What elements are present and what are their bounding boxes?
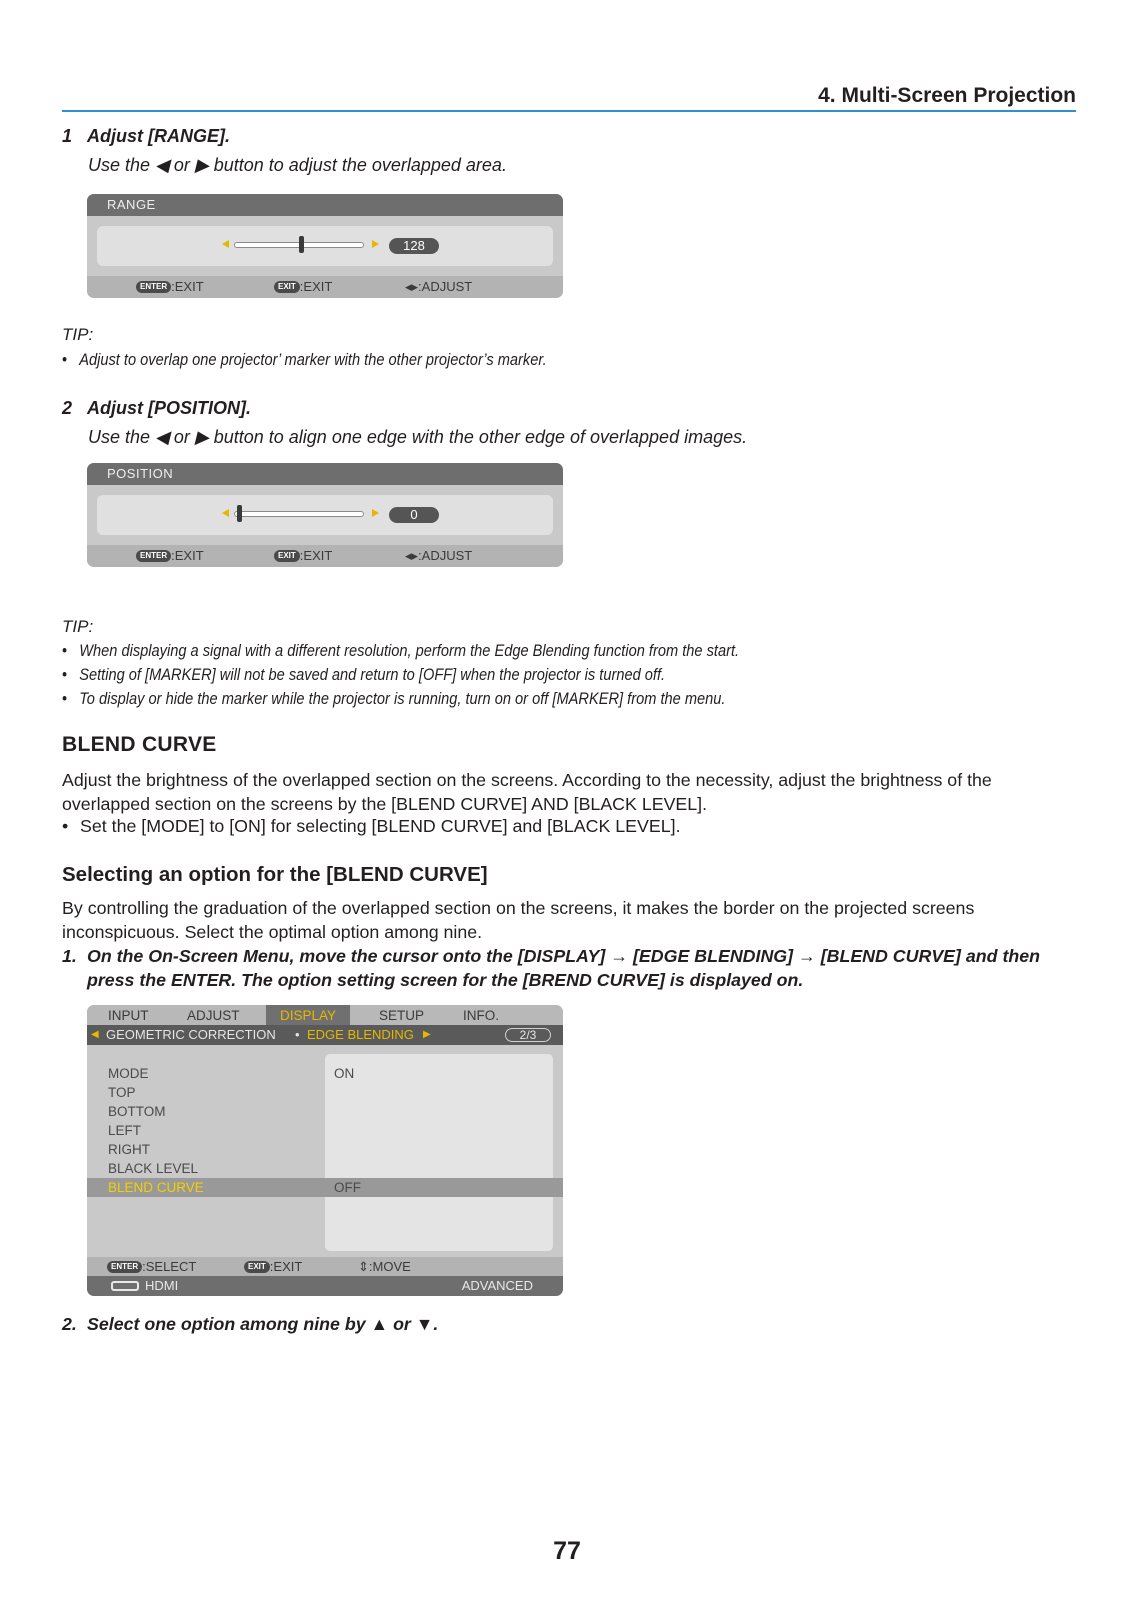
step-text: On the On-Screen Menu, move the cursor onto the [DISPLAY] → [EDGE BLENDING] → [BLEND CURVE] and then press the ENTER. The option setting screen for the [BREND CURVE] is displayed on. <box>87 946 1040 990</box>
move-hint: ⇕:MOVE <box>358 1259 411 1274</box>
selecting-heading: Selecting an option for the [BLEND CURVE] <box>62 863 488 886</box>
menu-row-left[interactable]: LEFT <box>108 1123 142 1138</box>
menu-mode: ADVANCED <box>461 1278 533 1293</box>
selecting-step-1 <box>62 944 1076 992</box>
section-title: 4. Multi-Screen Projection <box>818 84 1076 107</box>
exit-key-icon: EXIT <box>244 1261 270 1273</box>
right-arrow-icon <box>372 240 379 248</box>
menu-status-bar <box>87 1276 563 1296</box>
tip-label: TIP: <box>62 617 94 636</box>
selecting-paragraph: By controlling the graduation of the overlapped section on the screens, it makes the border on the projected screens inconspicuous. Select the optimal option among nine. <box>62 898 975 942</box>
page-number: 77 <box>553 1537 581 1565</box>
menu-breadcrumb <box>87 1025 563 1045</box>
menu-row-black-level[interactable]: BLACK LEVEL <box>108 1161 199 1176</box>
step-number: 1 <box>62 126 73 146</box>
tab-adjust[interactable]: ADJUST <box>187 1008 240 1023</box>
right-arrow-icon <box>372 509 379 517</box>
input-source: HDMI <box>145 1278 179 1293</box>
enter-key-icon: ENTER <box>107 1261 142 1273</box>
enter-key-icon: ENTER <box>136 550 171 562</box>
menu-row-top[interactable]: TOP <box>108 1085 136 1100</box>
menu-tabs <box>87 1005 563 1025</box>
osd-title: POSITION <box>87 463 563 485</box>
adjust-hint: ◂▸:ADJUST <box>405 279 473 294</box>
position-value: 0 <box>389 507 439 523</box>
range-value: 128 <box>389 238 439 254</box>
enter-hint: ENTER :EXIT <box>136 545 204 567</box>
menu-footer <box>87 1257 563 1276</box>
tip-item: • Adjust to overlap one projector’ marker with the other projector’s marker. <box>62 350 547 369</box>
menu-row-right[interactable]: RIGHT <box>108 1142 150 1157</box>
position-osd <box>87 463 563 567</box>
menu-row-mode[interactable]: MODE ON <box>108 1066 355 1081</box>
step-number: 2 <box>62 398 73 418</box>
left-arrow-icon <box>222 240 229 248</box>
hdmi-icon <box>111 1281 139 1291</box>
tip-item: • To display or hide the marker while the projector is running, turn on or off [MARKER] from the menu. <box>62 689 726 708</box>
tab-display[interactable]: DISPLAY <box>266 1005 350 1025</box>
osd-title: RANGE <box>87 194 563 216</box>
position-slider-area <box>97 495 553 535</box>
range-slider-area <box>97 226 553 266</box>
step-number: 2. <box>62 1314 77 1334</box>
tip-label: TIP: <box>62 325 94 344</box>
exit-hint: EXIT :EXIT <box>274 545 332 567</box>
adjust-hint: ◂▸:ADJUST <box>405 548 473 563</box>
right-arrow-icon: ▶ <box>423 1029 431 1040</box>
step-2-instruction: Use the ◀ or ▶ button to align one edge with the other edge of overlapped images. <box>88 427 748 447</box>
range-osd <box>87 194 563 298</box>
blend-curve-heading: BLEND CURVE <box>62 733 217 756</box>
breadcrumb-current[interactable]: EDGE BLENDING <box>307 1027 414 1042</box>
position-slider-thumb[interactable] <box>237 505 242 522</box>
exit-key-icon: EXIT <box>274 550 300 562</box>
left-arrow-icon: ◀ <box>91 1029 99 1040</box>
menu-row-blend-curve[interactable]: BLEND CURVE OFF <box>87 1178 563 1197</box>
step-text: Select one option among nine by ▲ or ▼. <box>87 1314 439 1334</box>
range-slider-thumb[interactable] <box>299 236 304 253</box>
selecting-step-2 <box>62 1312 1076 1336</box>
exit-key-icon: EXIT <box>274 281 300 293</box>
step-number: 1. <box>62 946 77 966</box>
page-indicator: 2/3 <box>505 1028 551 1042</box>
tip-item: • Setting of [MARKER] will not be saved and return to [OFF] when the projector is turned off. <box>62 665 666 684</box>
breadcrumb-parent[interactable]: GEOMETRIC CORRECTION <box>106 1027 276 1042</box>
blend-curve-bullet: • Set the [MODE] to [ON] for selecting [BLEND CURVE] and [BLACK LEVEL]. <box>62 816 681 836</box>
tab-info[interactable]: INFO. <box>463 1008 499 1023</box>
tab-input[interactable]: INPUT <box>108 1008 149 1023</box>
blend-curve-paragraph: Adjust the brightness of the overlapped section on the screens. According to the necessity, adjust the brightness of the overlapped section on the screens by the [BLEND CURVE] AND [BLACK LEVEL]. <box>62 770 992 814</box>
step-1-instruction: Use the ◀ or ▶ button to adjust the overlapped area. <box>88 155 507 175</box>
osd-footer <box>87 276 563 298</box>
osd-footer <box>87 545 563 567</box>
position-slider-track[interactable] <box>234 511 364 517</box>
tab-setup[interactable]: SETUP <box>379 1008 425 1023</box>
step-title: Adjust [POSITION]. <box>87 398 251 418</box>
select-hint: ENTER :SELECT <box>107 1257 196 1276</box>
page-header <box>62 82 1076 112</box>
menu-row-bottom[interactable]: BOTTOM <box>108 1104 166 1119</box>
exit-hint: EXIT :EXIT <box>244 1257 302 1276</box>
left-arrow-icon <box>222 509 229 517</box>
enter-key-icon: ENTER <box>136 281 171 293</box>
onscreen-menu <box>87 1005 563 1296</box>
exit-hint: EXIT :EXIT <box>274 276 332 298</box>
breadcrumb-separator-icon: • <box>295 1027 300 1042</box>
enter-hint: ENTER :EXIT <box>136 276 204 298</box>
tip-item: • When displaying a signal with a different resolution, perform the Edge Blending function from the start. <box>62 641 740 660</box>
step-2-heading <box>62 398 251 419</box>
step-1-heading <box>62 126 230 147</box>
step-title: Adjust [RANGE]. <box>87 126 230 146</box>
